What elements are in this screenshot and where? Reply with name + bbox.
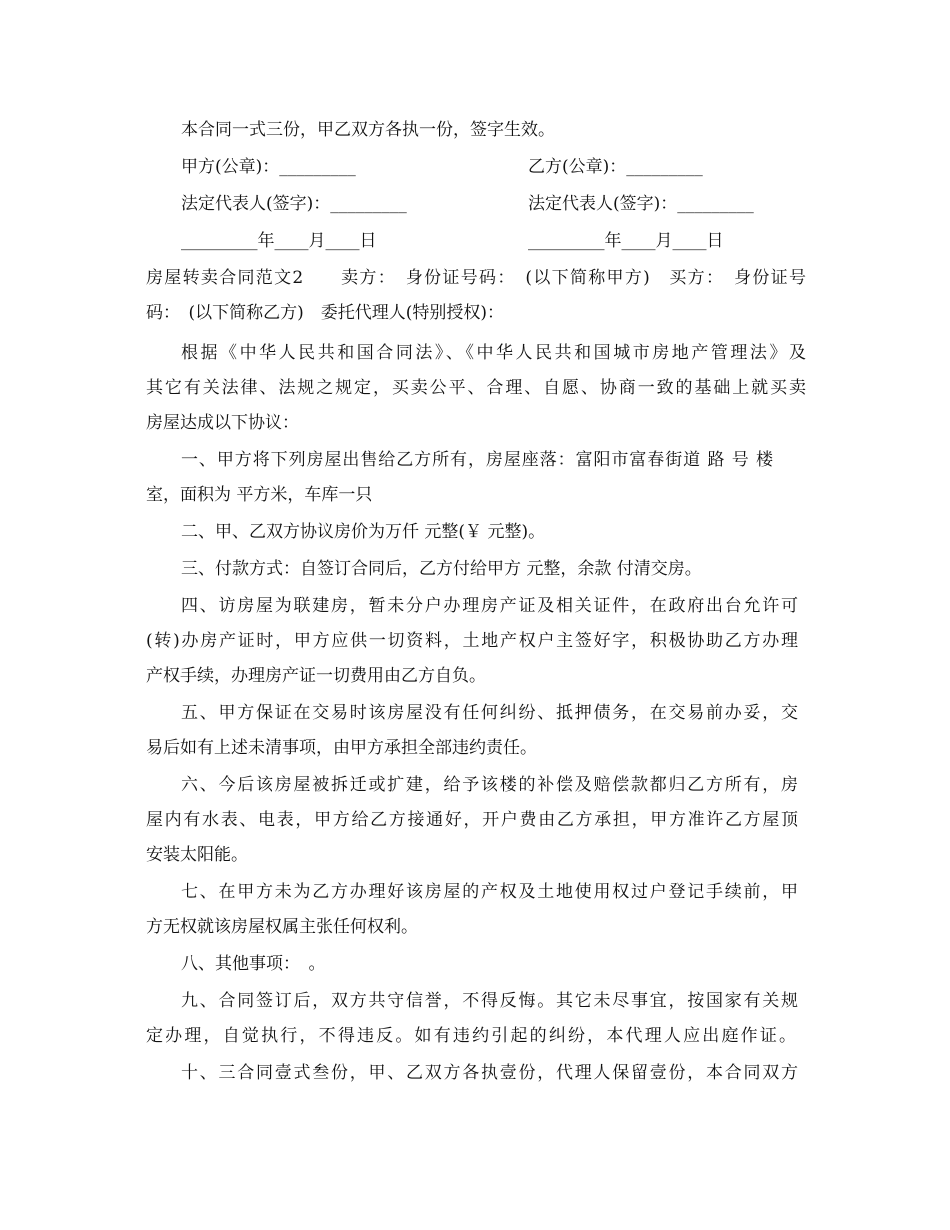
paragraph-line: 室，面积为 平方米，车库一只 [146,485,373,505]
paragraph-line: 根据《中华人民共和国合同法》、《中华人民共和国城市房地产管理法》及 [181,343,806,363]
paragraph-line: 一、甲方将下列房屋出售给乙方所有，房屋座落：富阳市富春街道 路 号 楼 [181,450,773,470]
paragraph-line: 五、甲方保证在交易时该房屋没有任何纠纷、抵押债务，在交易前办妥，交 [181,703,798,723]
paragraph-line: 定办理，自觉执行，不得违反。如有违约引起的纠纷，本代理人应出庭作证。 [146,1026,796,1046]
paragraph-line: 九、合同签订后，双方共守信誉，不得反悔。其它未尽事宜，按国家有关规 [181,991,798,1011]
paragraph-line: 产权手续，办理房产证一切费用由乙方自负。 [146,666,486,686]
paragraph-line: 七、在甲方未为乙方办理好该房屋的产权及土地使用权过户登记手续前，甲 [181,882,798,902]
paragraph-line: 安装太阳能。 [146,845,248,865]
paragraph-line: 十、三合同壹式叁份，甲、乙双方各执壹份，代理人保留壹份，本合同双方 [181,1063,798,1083]
paragraph-line: 二、甲、乙双方协议房价为万仟 元整(￥ 元整)。 [181,522,546,542]
paragraph-line: 其它有关法律、法规之规定，买卖公平、合理、自愿、协商一致的基础上就买卖 [146,378,806,398]
date-b: _________年____月____日 [528,231,724,251]
closing-clause: 本合同一式三份，甲乙双方各执一份，签字生效。 [181,120,555,140]
paragraph-line: (转)办房产证时，甲方应供一切资料，土地产权户主签好字，积极协助乙方办理 [146,631,798,651]
party-a-seal: 甲方(公章)：_________ [181,157,356,177]
heading-line: 码： (以下简称乙方) 委托代理人(特别授权)： [146,303,505,323]
paragraph-line: 三、付款方式：自签订合同后，乙方付给甲方 元整，余款 付清交房。 [181,559,702,579]
paragraph-line: 六、今后该房屋被拆迁或扩建，给予该楼的补偿及赔偿款都归乙方所有，房 [181,775,798,795]
paragraph-line: 易后如有上述未清事项，由甲方承担全部违约责任。 [146,738,537,758]
paragraph-line: 房屋达成以下协议： [146,413,299,433]
paragraph-line: 八、其他事项： 。 [181,954,326,974]
paragraph-line: 四、访房屋为联建房，暂未分户办理房产证及相关证件，在政府出台允许可 [181,596,798,616]
date-a: _________年____月____日 [181,231,377,251]
party-b-seal: 乙方(公章)：_________ [528,157,703,177]
paragraph-line: 屋内有水表、电表，甲方给乙方接通好，开户费由乙方承担，甲方准许乙方屋顶 [146,810,798,830]
party-b-rep: 法定代表人(签字)：_________ [528,194,754,214]
heading-line: 房屋转卖合同范文2 卖方： 身份证号码： (以下简称甲方) 买方： 身份证号 [146,268,806,288]
paragraph-line: 方无权就该房屋权属主张任何权利。 [146,917,418,937]
party-a-rep: 法定代表人(签字)：_________ [181,194,407,214]
